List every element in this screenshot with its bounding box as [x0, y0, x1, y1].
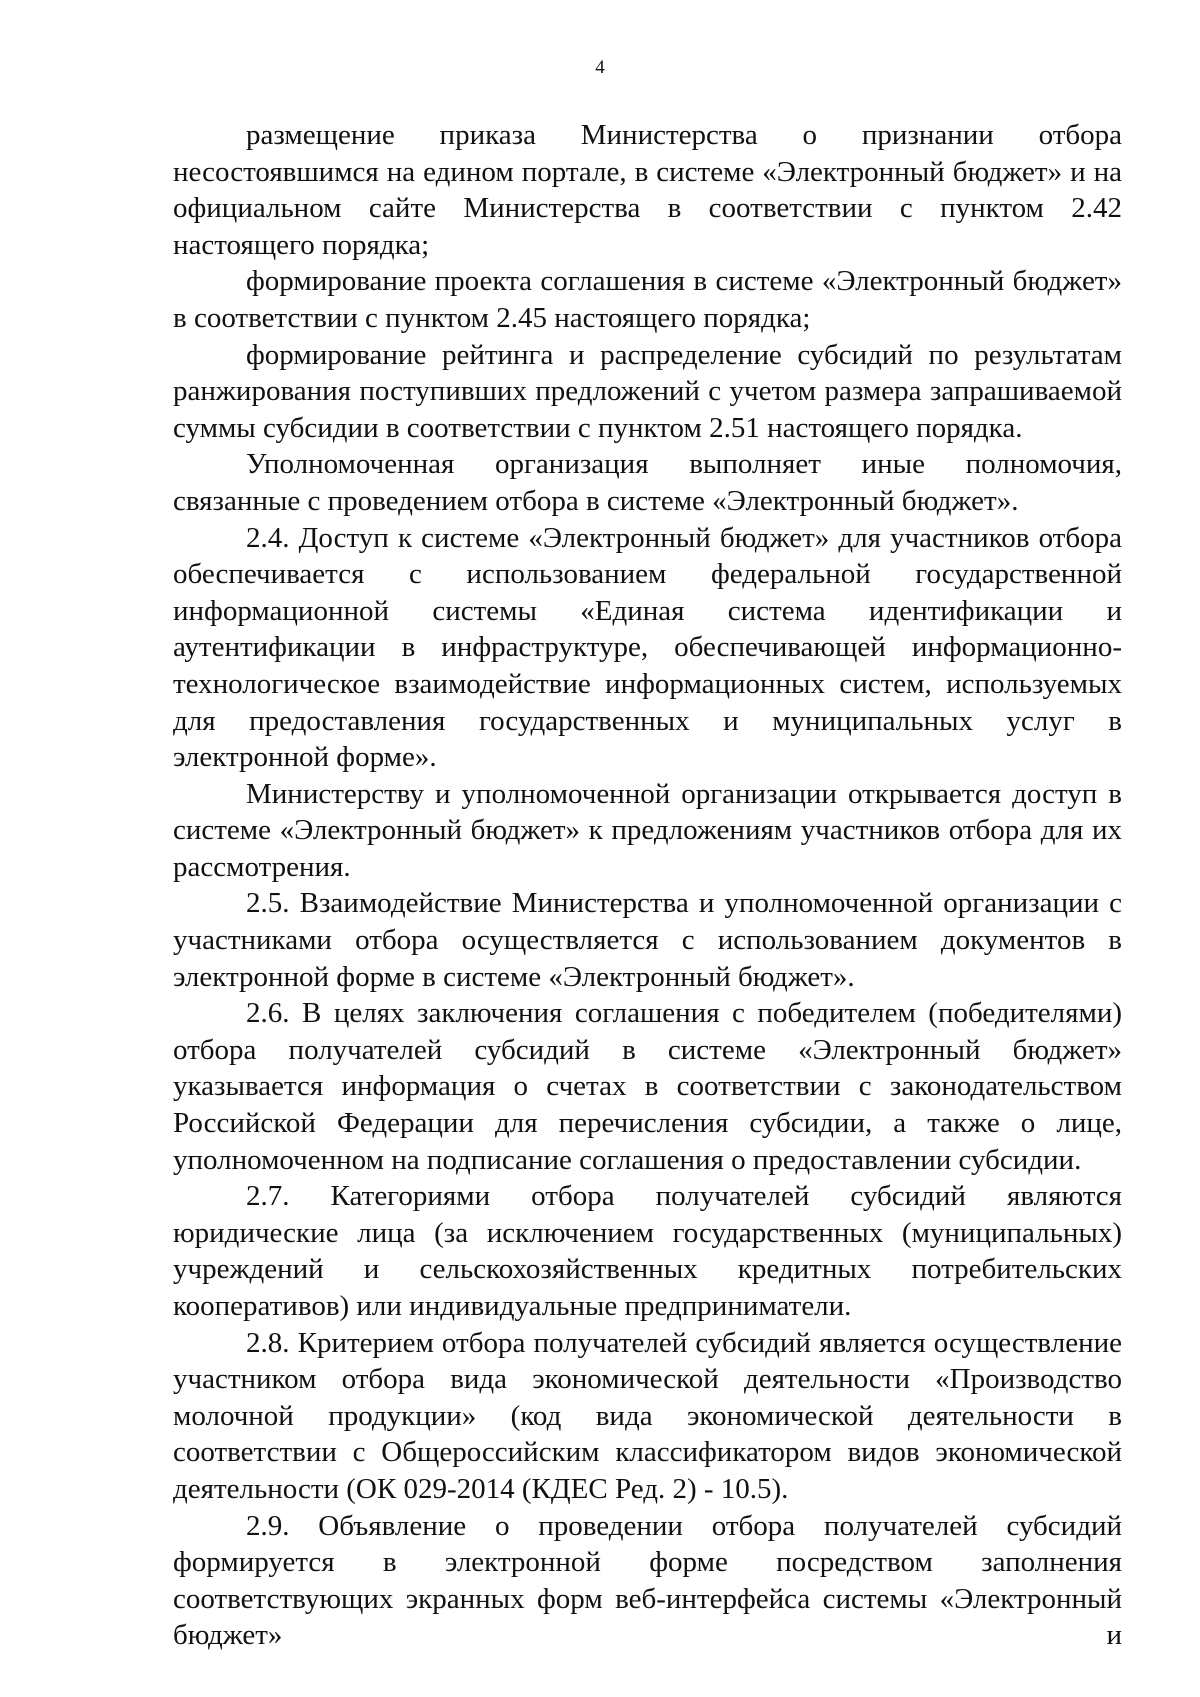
paragraph-2-5: 2.5. Взаимодействие Министерства и уполномоченной организации с участниками отбора осуществляется с использованием документов в электронной форме в системе «Электронный бюджет».	[173, 887, 1122, 993]
paragraph-authorized-organization: Уполномоченная организация выполняет иные полномочия, связанные с проведением отбора в системе «Электронный бюджет».	[173, 448, 1122, 517]
paragraph-placement-order: размещение приказа Министерства о признании отбора несостоявшимся на едином портале, в системе «Электронный бюджет» и на официальном сайте Министерства в соответствии с пунктом 2.42 настоящего порядка;	[173, 119, 1122, 261]
paragraph-draft-agreement: формирование проекта соглашения в системе «Электронный бюджет» в соответствии с пунктом 2.45 настоящего порядка;	[173, 265, 1122, 334]
paragraph-2-7: 2.7. Категориями отбора получателей субсидий являются юридические лица (за исключением государственных (муниципальных) учреждений и сельскохозяйственных кредитных потребительских кооперативов) или индивидуальные предприниматели.	[173, 1180, 1122, 1322]
paragraph-2-4: 2.4. Доступ к системе «Электронный бюджет» для участников отбора обеспечивается с использованием федеральной государственной информационной системы «Единая система идентификации и аутентификации в инфраструктуре, обеспечивающей информационно-технологическое взаимодействие информационных систем, используемых для предоставления государственных и муниципальных услуг в электронной форме».	[173, 521, 1122, 774]
paragraph-2-9: 2.9. Объявление о проведении отбора получателей субсидий формируется в электронной форме посредством заполнения соответствующих экранных форм веб-интерфейса системы «Электронный бюджет» и	[173, 1509, 1122, 1652]
paragraph-access-proposals: Министерству и уполномоченной организации открывается доступ в системе «Электронный бюджет» к предложениям участников отбора для их рассмотрения.	[173, 777, 1122, 883]
paragraph-2-8: 2.8. Критерием отбора получателей субсидий является осуществление участником отбора вида экономической деятельности «Производство молочной продукции» (код вида экономической деятельности в соответствии с Общероссийским классификатором видов экономической деятельности (ОК 029-2014 (КДЕС Ред. 2) - 10.5).	[173, 1326, 1122, 1505]
document-body	[173, 117, 1122, 1654]
paragraph-rating-distribution: формирование рейтинга и распределение субсидий по результатам ранжирования поступивших предложений с учетом размера запрашиваемой суммы субсидии в соответствии с пунктом 2.51 настоящего порядка.	[173, 338, 1122, 444]
paragraph-2-6: 2.6. В целях заключения соглашения с победителем (победителями) отбора получателей субсидий в системе «Электронный бюджет» указывается информация о счетах в соответствии с законодательством Российской Федерации для перечисления субсидии, а также о лице, уполномоченном на подписание соглашения о предоставлении субсидии.	[173, 997, 1122, 1176]
page-number: 4	[595, 57, 605, 78]
